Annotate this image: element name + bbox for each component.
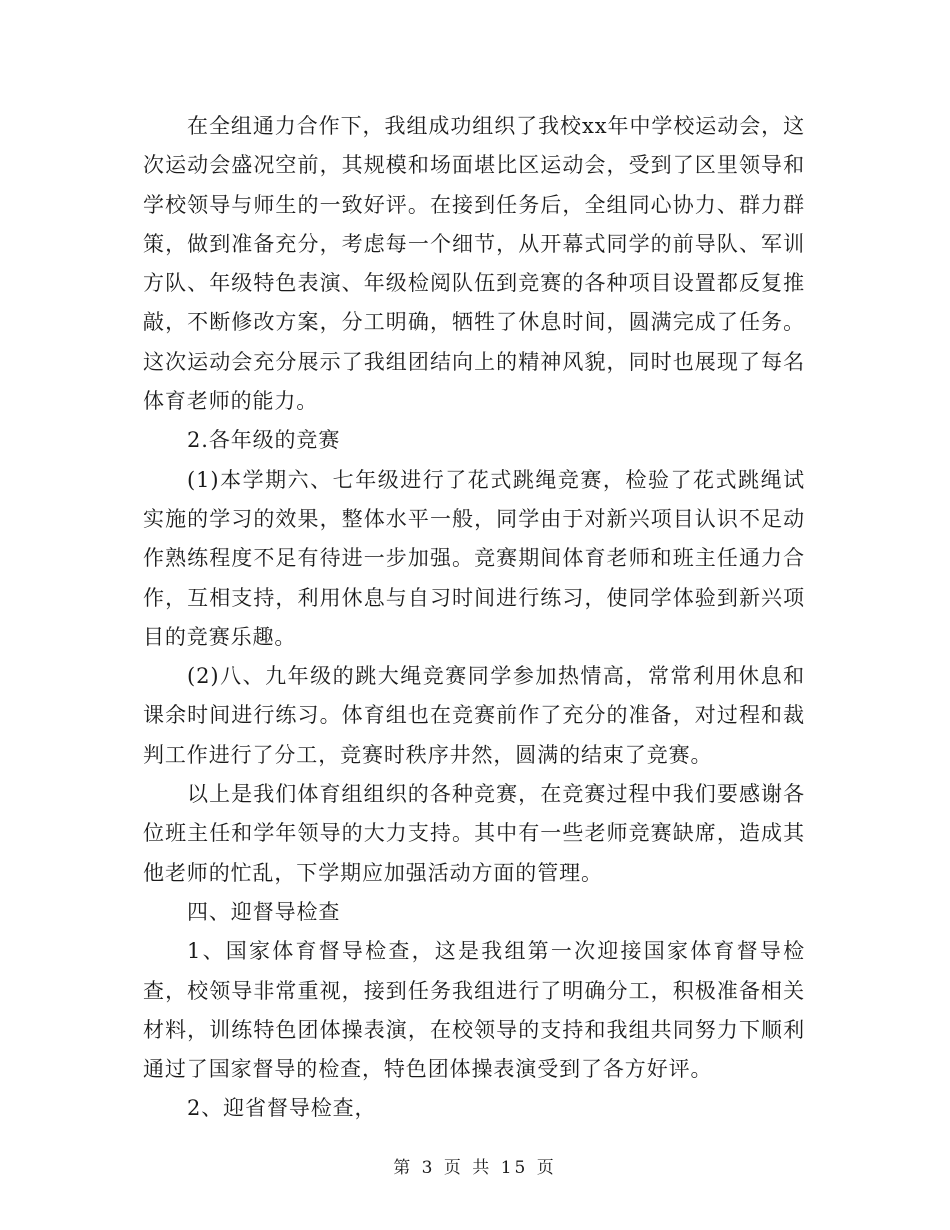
document-body [143,107,805,1129]
paragraph-long-rope-grades-8-9: (2)八、九年级的跳大绳竞赛同学参加热情高，常常利用休息和课余时间进行练习。体育组也在竞赛前作了充分的准备，对过程和裁判工作进行了分工，竞赛时秩序井然，圆满的结束了竞赛。 [143,664,805,767]
paragraph-provincial-inspection: 2、迎省督导检查， [187,1096,377,1121]
paragraph-sports-meet: 在全组通力合作下，我组成功组织了我校xx年中学校运动会，这次运动会盛况空前，其规模和场面堪比区运动会，受到了区里领导和学校领导与师生的一致好评。在接到任务后，全组同心协力、群力群策，做到准备充分，考虑每一个细节，从开幕式同学的前导队、军训方队、年级特色表演、年级检阅队伍到竞赛的各种项目设置都反复推敲，不断修改方案，分工明确，牺牲了休息时间，圆满完成了任务。这次运动会充分展示了我组团结向上的精神风貌，同时也展现了每名体育老师的能力。 [143,114,805,414]
page-number-footer: 第 3 页 共 15 页 [393,1158,557,1178]
paragraph-competition-summary: 以上是我们体育组组织的各种竞赛，在竞赛过程中我们要感谢各位班主任和学年领导的大力支持。其中有一些老师竞赛缺席，造成其他老师的忙乱，下学期应加强活动方面的管理。 [143,782,805,885]
section-heading-inspection: 四、迎督导检查 [187,899,341,924]
paragraph-jump-rope-grades-6-7: (1)本学期六、七年级进行了花式跳绳竞赛，检验了花式跳绳试实施的学习的效果，整体水平一般，同学由于对新兴项目认识不足动作熟练程度不足有待进一步加强。竞赛期间体育老师和班主任通力合作，互相支持，利用休息与自习时间进行练习，使同学体验到新兴项目的竞赛乐趣。 [143,467,805,649]
paragraph-national-inspection: 1、国家体育督导检查，这是我组第一次迎接国家体育督导检查，校领导非常重视，接到任务我组进行了明确分工，积极准备相关材料，训练特色团体操表演，在校领导的支持和我组共同努力下顺利通过了国家督导的检查，特色团体操表演受到了各方好评。 [143,939,805,1082]
section-heading-grade-competitions: 2.各年级的竞赛 [187,428,341,453]
